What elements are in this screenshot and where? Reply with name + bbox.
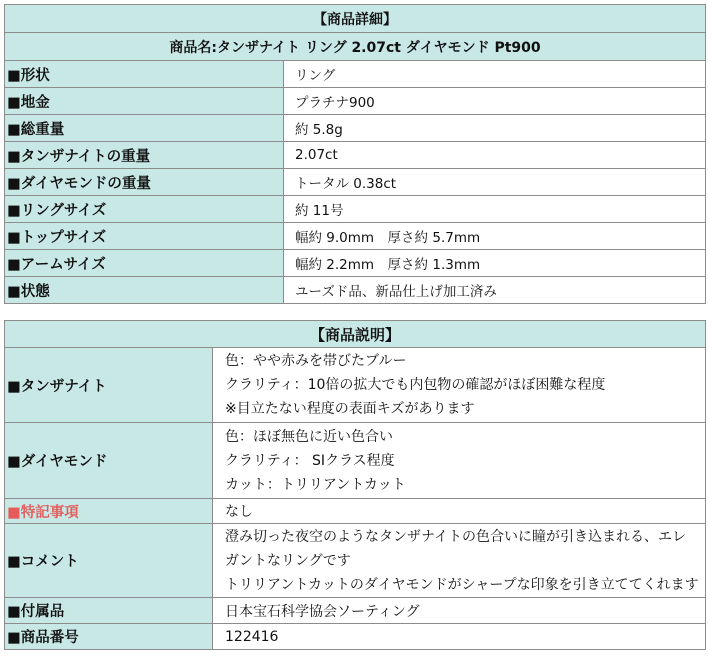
desc-row-accessory bbox=[5, 598, 706, 624]
desc-line: ガントなリングです bbox=[225, 552, 351, 569]
desc-line: トリリアントカットのダイヤモンドがシャープな印象を引き立ててくれます bbox=[225, 576, 699, 593]
detail-value: 幅約 9.0mm 厚さ約 5.7mm bbox=[284, 223, 706, 250]
desc-value bbox=[213, 423, 706, 499]
product-name: 商品名:タンザナイト リング 2.07ct ダイヤモンド Pt900 bbox=[5, 33, 706, 61]
detail-value: 約 11号 bbox=[284, 196, 706, 223]
detail-row-top-size bbox=[5, 223, 706, 250]
desc-row-comment bbox=[5, 524, 706, 598]
desc-line: 色：やや赤みを帯びたブルー bbox=[225, 353, 407, 369]
details-header: 【商品詳細】 bbox=[5, 5, 706, 33]
detail-label: ■地金 bbox=[5, 88, 284, 115]
detail-label: ■タンザナイトの重量 bbox=[5, 142, 284, 169]
detail-label: ■アームサイズ bbox=[5, 250, 284, 277]
desc-value bbox=[213, 524, 706, 598]
desc-value: 122416 bbox=[213, 624, 706, 650]
desc-line: クラリティ： SIクラス程度 bbox=[225, 452, 395, 469]
desc-line: 色：ほぼ無色に近い色合い bbox=[225, 428, 393, 445]
product-details-table bbox=[4, 4, 706, 304]
detail-row-shape bbox=[5, 61, 706, 88]
detail-value: リング bbox=[284, 61, 706, 88]
detail-label: ■トップサイズ bbox=[5, 223, 284, 250]
detail-row-condition bbox=[5, 277, 706, 304]
detail-value: プラチナ900 bbox=[284, 88, 706, 115]
desc-label: ■タンザナイト bbox=[5, 348, 213, 423]
detail-label: ■ダイヤモンドの重量 bbox=[5, 169, 284, 196]
desc-row-item-number bbox=[5, 624, 706, 650]
detail-label: ■形状 bbox=[5, 61, 284, 88]
desc-row-special-notes bbox=[5, 499, 706, 524]
detail-row-metal bbox=[5, 88, 706, 115]
desc-line: クラリティ：10倍の拡大でも内包物の確認がほぼ困難な程度 bbox=[225, 377, 606, 393]
detail-value: 幅約 2.2mm 厚さ約 1.3mm bbox=[284, 250, 706, 277]
detail-row-tanzanite-weight bbox=[5, 142, 706, 169]
desc-line: ※目立たない程度の表面キズがあります bbox=[225, 401, 475, 417]
detail-row-ring-size bbox=[5, 196, 706, 223]
desc-line: 澄み切った夜空のようなタンザナイトの色合いに瞳が引き込まれる、エレ bbox=[225, 528, 687, 545]
desc-label-special: ■特記事項 bbox=[5, 499, 213, 524]
desc-line: カット：トリリアントカット bbox=[225, 476, 406, 493]
desc-value bbox=[213, 348, 706, 423]
desc-row-diamond bbox=[5, 423, 706, 499]
description-header: 【商品説明】 bbox=[5, 321, 706, 348]
product-description-table bbox=[4, 320, 706, 650]
detail-label: ■リングサイズ bbox=[5, 196, 284, 223]
desc-row-tanzanite bbox=[5, 348, 706, 423]
detail-row-total-weight bbox=[5, 115, 706, 142]
desc-label: ■コメント bbox=[5, 524, 213, 598]
detail-row-arm-size bbox=[5, 250, 706, 277]
desc-label: ■付属品 bbox=[5, 598, 213, 624]
desc-label: ■ダイヤモンド bbox=[5, 423, 213, 499]
detail-label: ■状態 bbox=[5, 277, 284, 304]
desc-label: ■商品番号 bbox=[5, 624, 213, 650]
detail-value: トータル 0.38ct bbox=[284, 169, 706, 196]
detail-value: 約 5.8g bbox=[284, 115, 706, 142]
desc-value: なし bbox=[213, 499, 706, 524]
desc-value: 日本宝石科学協会ソーティング bbox=[213, 598, 706, 624]
detail-value: 2.07ct bbox=[284, 142, 706, 169]
detail-value: ユーズド品、新品仕上げ加工済み bbox=[284, 277, 706, 304]
detail-row-diamond-weight bbox=[5, 169, 706, 196]
detail-label: ■総重量 bbox=[5, 115, 284, 142]
